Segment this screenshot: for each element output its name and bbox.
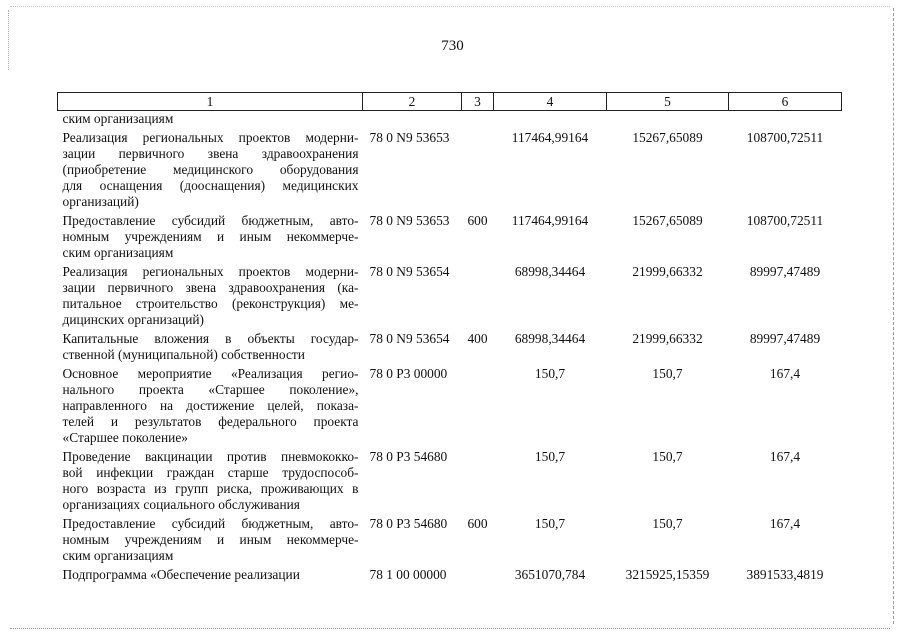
description-line: дицинских организаций) [62, 312, 204, 327]
row-value-6: 89997,47489 [749, 264, 821, 279]
row-code [363, 111, 462, 131]
row-value-5: 3215925,15359 [625, 567, 710, 582]
row-value-5 [607, 111, 729, 131]
row-description [58, 366, 363, 449]
row-expense-kind [462, 366, 494, 449]
row-expense-kind [462, 264, 494, 331]
row-description [58, 567, 363, 586]
table-row [58, 111, 842, 131]
row-value-4: 68998,34464 [514, 331, 586, 346]
column-header-2: 2 [363, 93, 462, 111]
row-description [58, 213, 363, 264]
row-value-4: 3651070,784 [514, 567, 586, 582]
row-description [58, 130, 363, 213]
description-line: Предоставление субсидий бюджетным, авто- [62, 213, 359, 228]
row-code: 78 1 00 00000 [369, 567, 447, 582]
budget-table [57, 92, 842, 586]
row-code: 78 0 P3 00000 [369, 366, 448, 381]
row-value-4: 68998,34464 [514, 264, 586, 279]
description-line: Реализация региональных проектов модерни- [62, 130, 359, 145]
row-value-4: 150,7 [534, 516, 566, 531]
description-line: телей и результатов федерального проекта [62, 414, 359, 429]
description-line: зации первичного звена здравоохранения (ка- [62, 280, 359, 295]
row-code: 78 0 N9 53653 [369, 130, 450, 145]
description-line: номным учреждениям и иным некоммерче- [62, 229, 359, 244]
description-line: для оснащения (дооснащения) медицинских [62, 178, 359, 193]
row-expense-kind: 600 [467, 516, 488, 531]
row-expense-kind [462, 449, 494, 516]
row-expense-kind: 400 [467, 331, 488, 346]
row-value-6: 3891533,4819 [746, 567, 824, 582]
row-code: 78 0 N9 53653 [369, 213, 450, 228]
row-description [58, 516, 363, 567]
row-expense-kind [462, 111, 494, 131]
description-line: Основное мероприятие «Реализация регио- [62, 366, 359, 381]
row-expense-kind: 600 [467, 213, 488, 228]
description-line: организациях социального обслуживания [62, 497, 300, 512]
table-row [58, 516, 842, 567]
column-header-3: 3 [462, 93, 494, 111]
row-expense-kind [462, 567, 494, 586]
table-row [58, 567, 842, 586]
row-value-4: 117464,99164 [511, 130, 589, 145]
description-line: питальное строительство (реконструкция) ме- [62, 296, 359, 311]
row-value-5: 150,7 [652, 366, 683, 381]
row-description [58, 449, 363, 516]
description-line: (приобретение медицинского оборудования [62, 162, 359, 177]
row-value-5: 15267,65089 [632, 213, 703, 228]
table-row [58, 130, 842, 213]
row-value-5: 21999,66332 [632, 331, 703, 346]
description-line: ного возраста из групп риска, проживающих в [62, 481, 359, 496]
row-value-4: 150,7 [534, 449, 566, 464]
table-row [58, 449, 842, 516]
row-value-6: 167,4 [769, 366, 801, 381]
table-row [58, 213, 842, 264]
row-value-5: 15267,65089 [632, 130, 703, 145]
description-line: вой инфекции граждан старше трудоспособ- [62, 465, 359, 480]
description-line: номным учреждениям и иным некоммерче- [62, 532, 359, 547]
row-code: 78 0 N9 53654 [369, 264, 450, 279]
table-header-row [58, 93, 842, 111]
column-header-5: 5 [607, 93, 729, 111]
row-value-5: 150,7 [652, 516, 683, 531]
scan-right-edge [893, 8, 895, 624]
description-line: Подпрограмма «Обеспечение реализации [62, 567, 300, 582]
row-description [58, 331, 363, 366]
row-code: 78 0 N9 53654 [369, 331, 450, 346]
table-body [58, 111, 842, 587]
description-line: Предоставление субсидий бюджетным, авто- [62, 516, 359, 531]
description-line: Проведение вакцинации против пневмококко- [62, 449, 359, 464]
scan-top-edge [10, 6, 890, 8]
table-row [58, 331, 842, 366]
page-number: 730 [441, 38, 464, 54]
row-code: 78 0 P3 54680 [369, 516, 448, 531]
row-description [58, 111, 363, 131]
row-value-6: 108700,72511 [746, 130, 824, 145]
row-value-4: 150,7 [534, 366, 566, 381]
column-header-4: 4 [494, 93, 607, 111]
row-value-4 [494, 111, 607, 131]
description-line: ским организациям [62, 111, 174, 126]
description-line: «Старшее поколение» [62, 430, 188, 445]
table-row [58, 264, 842, 331]
row-value-6: 167,4 [769, 449, 801, 464]
row-value-4: 117464,99164 [511, 213, 589, 228]
row-value-6 [729, 111, 842, 131]
row-description [58, 264, 363, 331]
description-line: направленного на достижение целей, показа- [62, 398, 359, 413]
row-value-5: 150,7 [652, 449, 683, 464]
row-value-6: 167,4 [769, 516, 801, 531]
column-header-1: 1 [58, 93, 363, 111]
column-header-6: 6 [729, 93, 842, 111]
row-value-6: 108700,72511 [746, 213, 824, 228]
description-line: организаций) [62, 194, 139, 209]
description-line: Капитальные вложения в объекты государ- [62, 331, 359, 346]
row-code: 78 0 P3 54680 [369, 449, 448, 464]
row-value-6: 89997,47489 [749, 331, 821, 346]
description-line: Реализация региональных проектов модерни- [62, 264, 359, 279]
row-value-5: 21999,66332 [632, 264, 703, 279]
table-row [58, 366, 842, 449]
row-expense-kind [462, 130, 494, 213]
scan-bottom-edge [10, 628, 890, 630]
description-line: зации первичного звена здравоохранения [62, 146, 359, 161]
description-line: ским организациям [62, 548, 174, 563]
description-line: ским организациям [62, 245, 174, 260]
description-line: нального проекта «Старшее поколение», [62, 382, 359, 397]
description-line: ственной (муниципальной) собственности [62, 347, 305, 362]
